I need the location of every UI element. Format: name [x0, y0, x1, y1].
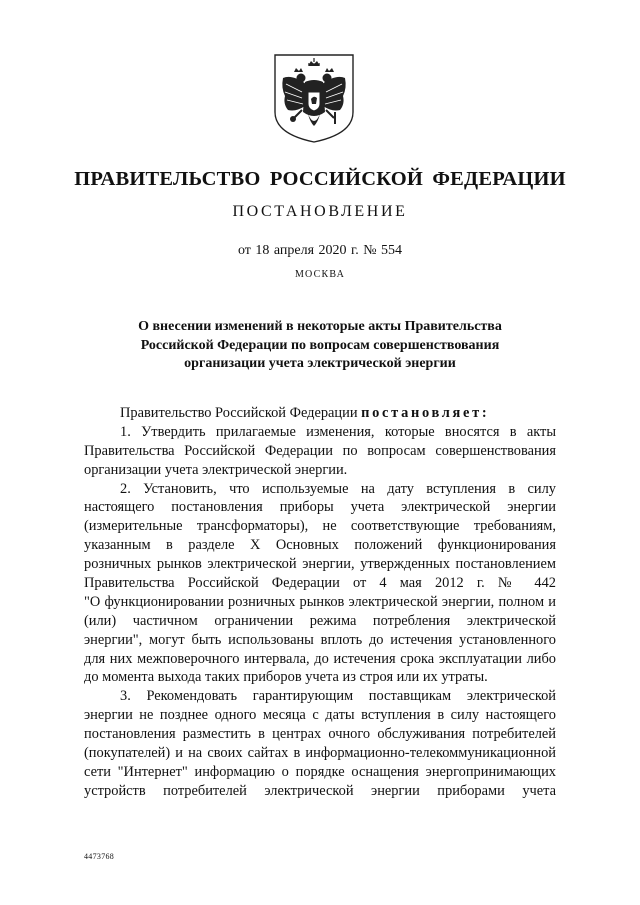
body-line: энергии не позднее одного месяца с даты вступления в силу настоящего — [84, 707, 556, 724]
body-line: сети "Интернет" информацию о порядке оснащения энергопринимающих — [84, 763, 556, 780]
government-title: ПРАВИТЕЛЬСТВО РОССИЙСКОЙ ФЕДЕРАЦИИ — [74, 168, 566, 190]
body-line: до момента выхода таких приборов учета из строя или их утраты. — [84, 669, 488, 686]
intro-line — [84, 404, 556, 423]
body-line: постановления разместить в центрах очного обслуживания потребителей — [84, 726, 556, 743]
body-line: для них межповерочного интервала, до истечения срока эксплуатации либо — [84, 650, 556, 667]
document-type: ПОСТАНОВЛЕНИЕ — [232, 203, 408, 220]
body-line: Правительства Российской Федерации по вопросам совершенствования — [84, 442, 556, 459]
body-line: организации учета электрической энергии. — [84, 461, 348, 478]
body-line: энергии", могут быть использованы вплоть до истечения установленного — [84, 631, 556, 648]
coat-of-arms-icon — [272, 52, 356, 144]
body-line: настоящего постановления приборы учета электрической энергии — [84, 499, 556, 516]
body-line: Правительства Российской Федерации от 4 мая 2012 г. № 442 — [84, 575, 556, 592]
subject-line: организации учета электрической энергии — [184, 356, 456, 371]
body-line: 2. Установить, что используемые на дату вступления в силу — [120, 480, 556, 497]
body-line: 1. Утвердить прилагаемые изменения, которые вносятся в акты — [120, 423, 556, 440]
subject-line: О внесении изменений в некоторые акты Правительства — [138, 319, 502, 334]
body-line: (покупателей) и на своих сайтах в информационно-телекоммуникационной — [84, 745, 556, 762]
intro-verb: постановляет: — [361, 405, 490, 421]
document-date-number: от 18 апреля 2020 г. № 554 — [237, 243, 403, 258]
body-line: "О функционировании розничных рынков электрической энергии, полном и — [84, 593, 556, 610]
body-line: указанным в разделе X Основных положений функционирования — [84, 537, 556, 554]
intro-prefix: Правительство Российской Федерации — [120, 405, 358, 421]
body-line: 3. Рекомендовать гарантирующим поставщикам электрической — [120, 688, 556, 705]
body-line: (или) частичном ограничении режима потребления электрической — [84, 612, 556, 629]
document-subject — [80, 318, 560, 374]
body-line: розничных рынков электрической энергии, утвержденных постановлением — [84, 556, 556, 573]
document-body — [84, 404, 556, 801]
body-line: (измерительные трансформаторы), не соответствующие требованиям, — [84, 518, 556, 535]
subject-line: Российской Федерации по вопросам совершенствования — [140, 337, 500, 353]
body-line: устройств потребителей электрической энергии приборами учета — [84, 782, 556, 799]
city-name: МОСКВА — [294, 269, 346, 280]
document-barcode-number: 4473768 — [84, 852, 115, 861]
